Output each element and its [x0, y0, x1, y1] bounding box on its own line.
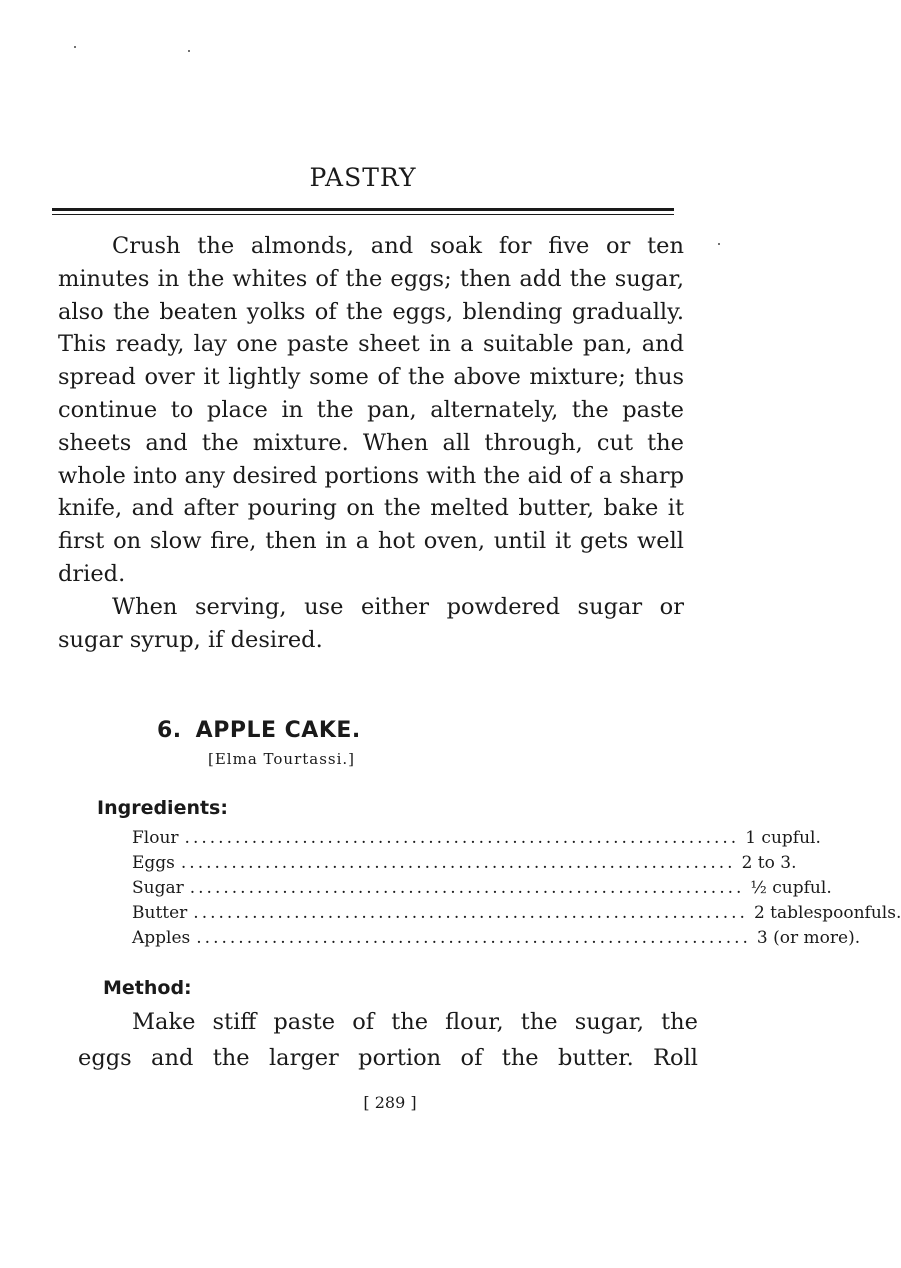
ingredient-name: Sugar [132, 878, 184, 898]
body-text [58, 230, 684, 656]
leader-dots: .................................................................. [189, 878, 745, 898]
ingredient-name: Flour [132, 828, 179, 848]
method-line: eggs and the larger portion of the butter. Roll [78, 1045, 698, 1071]
running-head: PASTRY [309, 163, 417, 192]
paper-speck [718, 243, 720, 245]
ingredients-label: Ingredients: [97, 797, 228, 819]
ingredient-name: Eggs [132, 853, 175, 873]
page-header [52, 160, 674, 215]
ingredient-quantity: 2 to 3. [741, 853, 797, 873]
leader-dots: .................................................................. [180, 853, 736, 873]
ingredient-row [132, 901, 901, 926]
paragraph: When serving, use either powdered sugar or sugar syrup, if desired. [58, 593, 684, 653]
recipe-number: 6. [157, 718, 182, 743]
header-rule-thin [52, 214, 674, 215]
ingredient-name: Apples [132, 928, 191, 948]
ingredient-row [132, 851, 797, 876]
ingredient-row [132, 926, 861, 951]
ingredient-quantity: 3 (or more). [756, 928, 861, 948]
recipe-title: APPLE CAKE. [195, 718, 361, 743]
method-label: Method: [103, 977, 192, 999]
page-number: [ 289 ] [363, 1093, 417, 1112]
ingredient-quantity: ½ cupful. [750, 878, 832, 898]
ingredient-name: Butter [132, 903, 188, 923]
paragraph: Crush the almonds, and soak for five or ten minutes in the whites of the eggs; then add the sugar, also the beaten yolks of the eggs, blending gradually. This ready, lay one paste sheet in a suitable pan, and spread over it lightly some of the above mixture; thus continue to place in the pan, alternately, the paste sheets and the mixture. When all through, cut the whole into any desired portions with the aid of a sharp knife, and after pouring on the melted butter, bake it first on slow fire, then in a hot oven, until it gets well dried. [58, 233, 684, 587]
paper-speck [74, 46, 76, 48]
paper-speck [188, 50, 190, 52]
leader-dots: .................................................................. [193, 903, 748, 923]
leader-dots: .................................................................. [196, 928, 751, 948]
method-line: Make stiff paste of the flour, the sugar, the [132, 1009, 698, 1035]
recipe-attribution: [Elma Tourtassi.] [208, 750, 356, 768]
ingredient-quantity: 1 cupful. [745, 828, 821, 848]
recipe-heading [157, 718, 361, 743]
method-text [78, 1004, 698, 1076]
ingredient-quantity: 2 tablespoonfuls. [753, 903, 901, 923]
ingredients-list [132, 826, 901, 951]
header-rule-thick [52, 208, 674, 211]
ingredient-row [132, 826, 821, 851]
ingredient-row [132, 876, 832, 901]
leader-dots: .................................................................. [184, 828, 740, 848]
